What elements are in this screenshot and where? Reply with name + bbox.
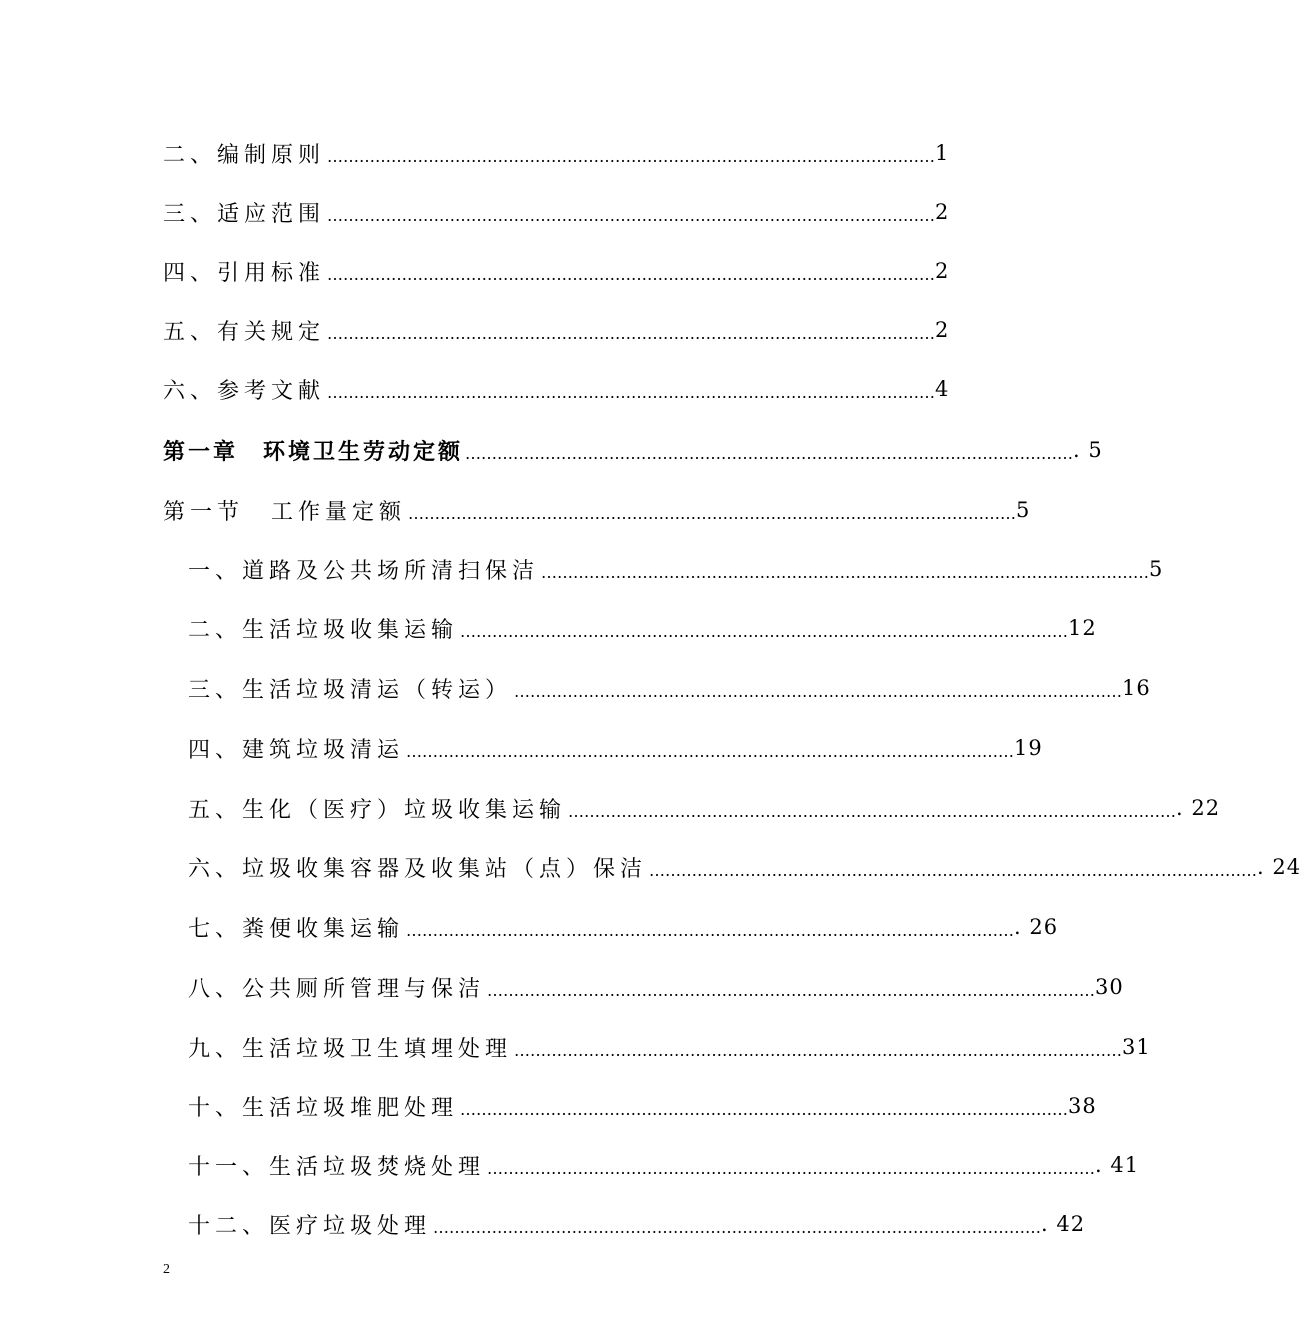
toc-entry[interactable]	[188, 967, 1124, 1007]
toc-entry-page: 2	[935, 318, 950, 342]
page-number: 2	[163, 1262, 170, 1277]
toc-section-entry[interactable]	[163, 490, 1031, 530]
toc-leader-dots: ……………………………………………………………………………………………………	[406, 920, 1015, 940]
toc-entry-page: . 5	[1073, 438, 1103, 462]
toc-entry[interactable]	[188, 788, 1221, 828]
toc-entry-title: 十二、医疗垃圾处理	[188, 1213, 432, 1239]
toc-entry-title: 二、生活垃圾收集运输	[188, 617, 459, 643]
toc-entry[interactable]	[163, 251, 950, 291]
toc-entry[interactable]	[163, 310, 950, 350]
toc-leader-dots: ……………………………………………………………………………………………………	[541, 562, 1150, 582]
toc-entry-page: . 22	[1176, 796, 1221, 820]
toc-entry[interactable]	[188, 1204, 1086, 1244]
toc-entry-page: . 26	[1014, 915, 1059, 939]
toc-entry-page: 5	[1016, 498, 1031, 522]
toc-entry[interactable]	[188, 668, 1151, 708]
toc-leader-dots: ……………………………………………………………………………………………………	[433, 1217, 1042, 1237]
toc-entry[interactable]	[188, 1145, 1140, 1185]
toc-entry-title: 六、垃圾收集容器及收集站（点）保洁	[188, 856, 648, 882]
toc-entry-title: 二、编制原则	[163, 142, 326, 168]
toc-leader-dots: ……………………………………………………………………………………………………	[649, 860, 1258, 880]
toc-entry-title: 第一章 环境卫生劳动定额	[163, 438, 464, 465]
toc-entry-page: 5	[1149, 557, 1164, 581]
toc-entry-page: 12	[1068, 616, 1097, 640]
toc-entry-title: 八、公共厕所管理与保洁	[188, 976, 486, 1002]
toc-leader-dots: ……………………………………………………………………………………………………	[514, 1040, 1123, 1060]
toc-leader-dots: ……………………………………………………………………………………………………	[514, 681, 1123, 701]
toc-leader-dots: ……………………………………………………………………………………………………	[327, 382, 936, 402]
toc-entry-page: 16	[1122, 676, 1151, 700]
toc-entry-title: 七、粪便收集运输	[188, 916, 405, 942]
toc-entry-page: 2	[935, 259, 950, 283]
toc-entry-page: 2	[935, 200, 950, 224]
toc-leader-dots: ……………………………………………………………………………………………………	[568, 801, 1177, 821]
toc-entry-title: 三、生活垃圾清运（转运）	[188, 677, 513, 703]
toc-entry-page: 19	[1014, 736, 1043, 760]
toc-entry-page: 4	[935, 377, 950, 401]
toc-entry[interactable]	[188, 608, 1097, 648]
toc-leader-dots: ……………………………………………………………………………………………………	[487, 980, 1096, 1000]
toc-entry-page: 30	[1095, 975, 1124, 999]
toc-leader-dots: ……………………………………………………………………………………………………	[327, 264, 936, 284]
toc-leader-dots: ……………………………………………………………………………………………………	[408, 503, 1017, 523]
toc-entry-title: 十一、生活垃圾焚烧处理	[188, 1154, 486, 1180]
toc-entry[interactable]	[188, 1086, 1097, 1126]
toc-leader-dots: ……………………………………………………………………………………………………	[327, 205, 936, 225]
toc-entry[interactable]	[163, 369, 950, 409]
toc-entry-title: 六、参考文献	[163, 378, 326, 404]
toc-leader-dots: ……………………………………………………………………………………………………	[487, 1158, 1096, 1178]
toc-entry-title: 五、有关规定	[163, 319, 326, 345]
toc-entry-title: 十、生活垃圾堆肥处理	[188, 1095, 459, 1121]
toc-leader-dots: ……………………………………………………………………………………………………	[327, 146, 936, 166]
toc-entry-title: 三、适应范围	[163, 201, 326, 227]
toc-entry[interactable]	[188, 907, 1059, 947]
toc-leader-dots: ……………………………………………………………………………………………………	[460, 1099, 1069, 1119]
toc-entry[interactable]	[188, 728, 1043, 768]
toc-entry[interactable]	[188, 549, 1164, 589]
toc-entry-title: 九、生活垃圾卫生填埋处理	[188, 1036, 513, 1062]
toc-entry-title: 四、引用标准	[163, 260, 326, 286]
toc-entry-page: 31	[1122, 1035, 1151, 1059]
toc-entry-page: 1	[935, 141, 950, 165]
toc-leader-dots: ……………………………………………………………………………………………………	[465, 443, 1074, 463]
toc-entry-title: 一、道路及公共场所清扫保洁	[188, 558, 540, 584]
toc-entry-title: 第一节 工作量定额	[163, 499, 407, 525]
toc-entry[interactable]	[163, 133, 950, 173]
toc-entry-page: . 42	[1041, 1212, 1086, 1236]
toc-entry-title: 五、生化（医疗）垃圾收集运输	[188, 797, 567, 823]
toc-leader-dots: ……………………………………………………………………………………………………	[406, 741, 1015, 761]
toc-entry[interactable]	[188, 1027, 1151, 1067]
toc-entry[interactable]	[188, 847, 1301, 887]
toc-entry[interactable]	[163, 192, 950, 232]
toc-entry-title: 四、建筑垃圾清运	[188, 737, 405, 763]
toc-entry-page: . 24	[1257, 855, 1301, 879]
toc-entry-page: . 41	[1095, 1153, 1140, 1177]
toc-leader-dots: ……………………………………………………………………………………………………	[460, 621, 1069, 641]
toc-entry-page: 38	[1068, 1094, 1097, 1118]
toc-leader-dots: ……………………………………………………………………………………………………	[327, 323, 936, 343]
toc-chapter-entry[interactable]	[163, 430, 1103, 470]
